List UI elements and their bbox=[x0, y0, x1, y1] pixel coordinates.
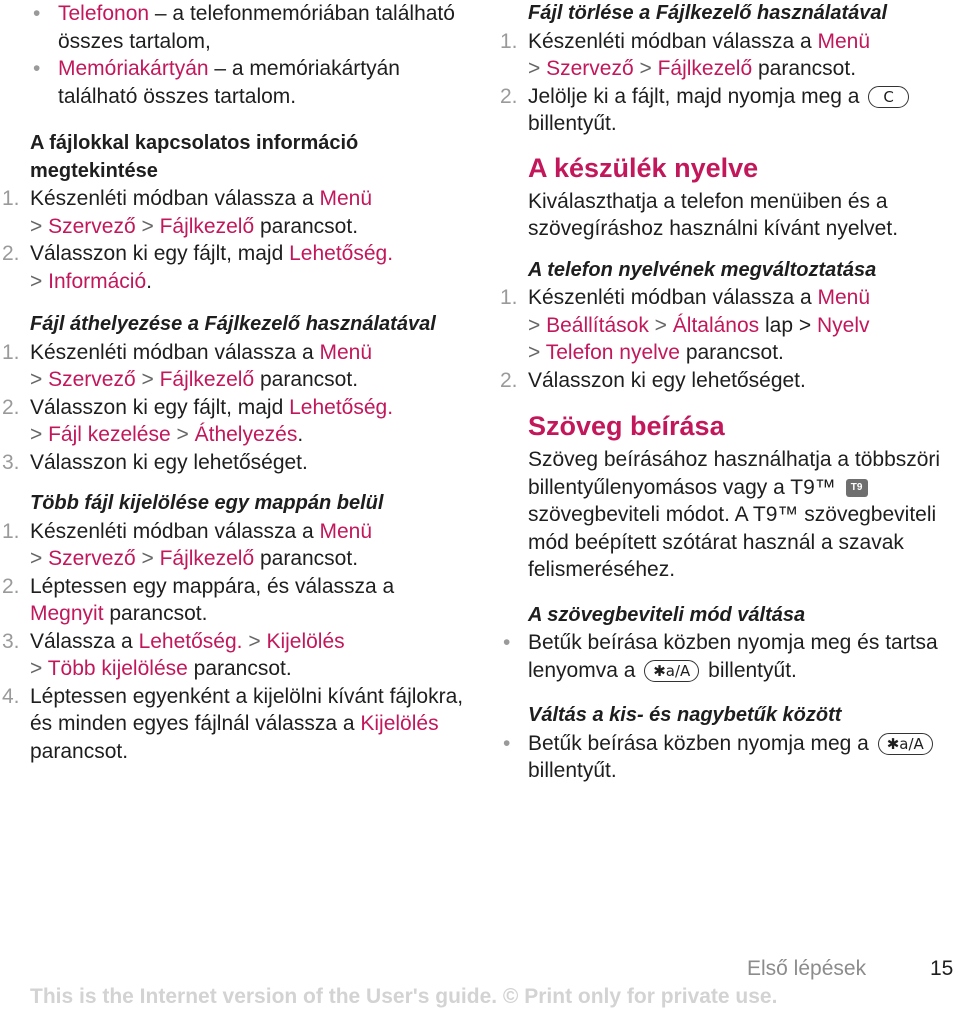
step-text: parancsot. bbox=[752, 57, 857, 80]
step-text: parancsot. bbox=[30, 739, 129, 763]
step-text: Léptessen egy mappára, és válassza a bbox=[30, 574, 395, 598]
menu-link[interactable]: Menü bbox=[817, 29, 871, 53]
step-text: parancsot. bbox=[187, 657, 292, 680]
footer-section-title: Első lépések bbox=[747, 957, 867, 980]
step bbox=[2, 628, 470, 683]
subheading-change-language: A telefon nyelvének megváltoztatása bbox=[528, 258, 877, 281]
language-link[interactable]: Nyelv bbox=[816, 313, 870, 337]
subheading-multi-select: Több fájl kijelölése egy mappán belül bbox=[30, 492, 384, 514]
heading-text-entry: Szöveg beírása bbox=[528, 411, 725, 441]
text-entry-intro bbox=[528, 446, 953, 584]
menu-link[interactable]: Menü bbox=[319, 187, 373, 210]
change-language-steps bbox=[500, 284, 953, 394]
separator: > bbox=[135, 368, 160, 391]
right-column bbox=[500, 0, 953, 785]
open-link[interactable]: Megnyit bbox=[30, 602, 104, 625]
subheading-move-file: Fájl áthelyezése a Fájlkezelő használatával bbox=[30, 313, 436, 335]
move-file-steps bbox=[2, 339, 470, 477]
step-text: parancsot. bbox=[254, 547, 359, 570]
information-link[interactable]: Információ bbox=[48, 269, 147, 293]
separator: > bbox=[528, 57, 547, 80]
separator: > bbox=[30, 423, 49, 446]
organizer-link[interactable]: Szervező bbox=[48, 214, 136, 238]
step-number: 1. bbox=[500, 29, 518, 53]
step bbox=[2, 518, 470, 573]
step-text: lap > bbox=[759, 313, 817, 337]
file-manager-link[interactable]: Fájlkezelő bbox=[159, 368, 255, 391]
switch-case-list bbox=[528, 730, 953, 785]
step-text: Válasszon ki egy lehetőséget. bbox=[528, 368, 806, 392]
step-text: parancsot. bbox=[254, 368, 359, 391]
step-number: 4. bbox=[2, 684, 20, 708]
organizer-link[interactable]: Szervező bbox=[48, 368, 136, 391]
step bbox=[2, 449, 470, 477]
menu-link[interactable]: Menü bbox=[319, 519, 373, 543]
step-text: Készenléti módban válassza a bbox=[30, 519, 320, 543]
step bbox=[2, 683, 470, 766]
separator: > bbox=[648, 313, 673, 337]
mark-link[interactable]: Kijelölés bbox=[360, 712, 439, 735]
phone-language-link[interactable]: Telefon nyelve bbox=[545, 341, 680, 364]
step-text: parancsot. bbox=[254, 214, 359, 238]
step-number: 2. bbox=[500, 84, 518, 108]
list-item-text: Betűk beírása közben nyomja meg a bbox=[528, 731, 875, 755]
heading-phone-language: A készülék nyelve bbox=[528, 152, 759, 183]
separator: > bbox=[30, 657, 48, 680]
star-key-icon: ✱a/A bbox=[878, 733, 933, 755]
list-item bbox=[528, 730, 953, 785]
phone-memory-link[interactable]: Telefonon bbox=[58, 2, 150, 25]
manage-files-link[interactable]: Fájl kezelése bbox=[48, 423, 171, 446]
mark-link[interactable]: Kijelölés bbox=[266, 629, 345, 653]
separator: > bbox=[30, 214, 49, 238]
step-text: Válasszon ki egy fájlt, majd bbox=[30, 242, 290, 265]
general-tab-link[interactable]: Általános bbox=[672, 313, 760, 337]
file-info-steps bbox=[2, 185, 470, 295]
step-number: 3. bbox=[2, 450, 20, 474]
footer-note: This is the Internet version of the User's guide. © Print only for private use. bbox=[30, 985, 778, 1008]
step-text: parancsot. bbox=[103, 602, 208, 625]
step-text: Készenléti módban válassza a bbox=[30, 340, 320, 364]
subheading-file-info: A fájlokkal kapcsolatos információ megtekintése bbox=[30, 132, 359, 182]
menu-link[interactable]: Menü bbox=[817, 286, 871, 309]
step-text: Léptessen egyenként a kijelölni kívánt fájlokra, és minden egyes fájlnál válassza a bbox=[30, 684, 464, 735]
switch-mode-list bbox=[528, 629, 953, 684]
step-number: 1. bbox=[2, 187, 20, 210]
options-link[interactable]: Lehetőség. bbox=[289, 395, 394, 419]
step bbox=[500, 83, 953, 138]
t9-icon: T9 bbox=[846, 479, 868, 497]
page-number: 15 bbox=[930, 957, 954, 980]
step-text: Készenléti módban válassza a bbox=[30, 187, 320, 210]
step-number: 1. bbox=[2, 340, 20, 364]
c-key-icon: C bbox=[868, 86, 908, 108]
step bbox=[500, 367, 953, 395]
step bbox=[500, 28, 953, 83]
separator: > bbox=[242, 629, 267, 653]
step bbox=[2, 573, 470, 628]
step-text: . bbox=[146, 269, 152, 293]
separator: > bbox=[528, 341, 546, 364]
step-number: 2. bbox=[2, 574, 20, 598]
list-item bbox=[528, 629, 953, 684]
options-link[interactable]: Lehetőség. bbox=[289, 242, 394, 265]
subheading-delete-file: Fájl törlése a Fájlkezelő használatával bbox=[528, 2, 888, 24]
separator: > bbox=[30, 269, 49, 293]
step bbox=[500, 284, 953, 367]
step bbox=[2, 185, 470, 240]
step-number: 2. bbox=[2, 395, 20, 419]
step-text: Jelölje ki a fájlt, majd nyomja meg a bbox=[528, 84, 866, 108]
intro-text: Szöveg beírásához használhatja a többszöri billentyűlenyomásos vagy a T9™ bbox=[528, 448, 941, 499]
separator: > bbox=[135, 214, 160, 238]
left-column bbox=[2, 0, 470, 765]
multi-select-steps bbox=[2, 518, 470, 766]
star-key-icon: ✱a/A bbox=[644, 660, 699, 682]
intro-text: szövegbeviteli módot. A T9™ szövegbeviteli mód beépített szótárat használ a szavak felismeréséhez. bbox=[528, 503, 937, 581]
step bbox=[2, 240, 470, 295]
separator: > bbox=[135, 547, 160, 570]
step-text: Válassza a bbox=[30, 629, 139, 653]
subheading-switch-case: Váltás a kis- és nagybetűk között bbox=[528, 704, 842, 726]
step-number: 1. bbox=[2, 519, 20, 543]
list-item-text: – a telefonmemóriában található összes tartalom, bbox=[58, 2, 455, 53]
language-intro: Kiválaszthatja a telefon menüiben és a szövegíráshoz használni kívánt nyelvet. bbox=[528, 189, 899, 240]
move-link[interactable]: Áthelyezés bbox=[194, 423, 298, 446]
file-manager-link[interactable]: Fájlkezelő bbox=[159, 214, 255, 238]
step-text: Készenléti módban válassza a bbox=[528, 286, 818, 309]
list-item bbox=[58, 0, 470, 55]
list-item-text: billentyűt. bbox=[702, 658, 797, 682]
memory-location-list bbox=[58, 0, 470, 110]
list-item-text: billentyűt. bbox=[528, 759, 617, 782]
separator: > bbox=[528, 313, 547, 337]
step-text: Készenléti módban válassza a bbox=[528, 29, 818, 53]
delete-file-steps bbox=[500, 28, 953, 138]
file-manager-link[interactable]: Fájlkezelő bbox=[159, 547, 255, 570]
separator: > bbox=[30, 368, 49, 391]
list-item-text: Betűk beírása közben nyomja meg és tartsa lenyomva a bbox=[528, 631, 938, 682]
organizer-link[interactable]: Szervező bbox=[48, 547, 136, 570]
step-text: billentyűt. bbox=[528, 112, 617, 135]
options-link[interactable]: Lehetőség. bbox=[138, 629, 243, 653]
separator: > bbox=[170, 423, 195, 446]
subheading-switch-input-mode: A szövegbeviteli mód váltása bbox=[528, 603, 806, 626]
list-item bbox=[58, 55, 470, 110]
memory-card-link[interactable]: Memóriakártyán bbox=[58, 57, 209, 80]
settings-link[interactable]: Beállítások bbox=[546, 313, 649, 337]
step bbox=[2, 394, 470, 449]
step-number: 2. bbox=[500, 368, 518, 392]
step-text: . bbox=[297, 423, 304, 446]
step-number: 3. bbox=[2, 629, 20, 653]
separator: > bbox=[633, 57, 658, 80]
step-text: Válasszon ki egy lehetőséget. bbox=[30, 450, 308, 474]
list-item-text: – a memóriakártyán található összes tartalom. bbox=[58, 57, 400, 108]
file-manager-link[interactable]: Fájlkezelő bbox=[657, 57, 753, 80]
step-text: Válasszon ki egy fájlt, majd bbox=[30, 395, 290, 419]
menu-link[interactable]: Menü bbox=[319, 340, 373, 364]
step-text: parancsot. bbox=[679, 341, 784, 364]
step bbox=[2, 339, 470, 394]
step-number: 2. bbox=[2, 242, 20, 265]
mark-several-link[interactable]: Több kijelölése bbox=[47, 657, 188, 680]
organizer-link[interactable]: Szervező bbox=[546, 57, 634, 80]
separator: > bbox=[30, 547, 49, 570]
step-number: 1. bbox=[500, 286, 518, 309]
